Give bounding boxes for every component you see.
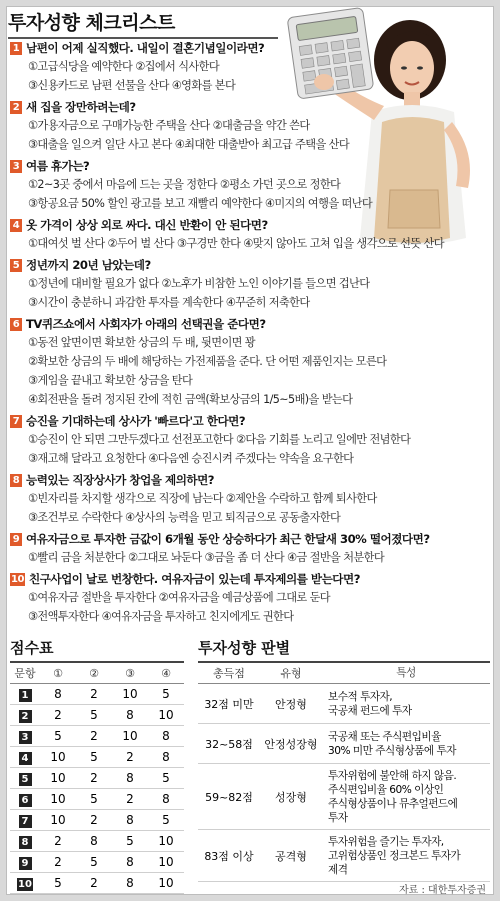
score-cell: 10 bbox=[112, 684, 148, 705]
question-4 bbox=[10, 216, 268, 234]
score-cell: 10 bbox=[40, 789, 76, 810]
question-text: 친구사업이 날로 번창한다. 여유자금이 있는데 투자제의를 받는다면? bbox=[29, 572, 360, 586]
investor-type: 공격형 bbox=[260, 830, 322, 882]
investor-type: 성장형 bbox=[260, 764, 322, 830]
question-option-line: ③게임을 끝내고 확보한 상금을 탄다 bbox=[28, 374, 193, 387]
investor-type: 안정형 bbox=[260, 684, 322, 724]
score-cell: 5 bbox=[76, 747, 112, 768]
question-option-line: ①빨리 금을 처분한다 ②그대로 놔둔다 ③금을 좀 더 산다 ④금 절반을 처분한다 bbox=[28, 551, 385, 564]
score-cell: 10 bbox=[148, 852, 184, 873]
type-header-cell: 유형 bbox=[260, 662, 322, 684]
score-range: 83점 이상 bbox=[198, 830, 260, 882]
type-table-title: 투자성향 판별 bbox=[198, 639, 291, 657]
score-cell: 10 bbox=[40, 747, 76, 768]
score-row bbox=[10, 726, 184, 747]
type-table bbox=[198, 661, 490, 882]
score-cell: 5 bbox=[76, 852, 112, 873]
question-number: 6 bbox=[10, 318, 22, 331]
row-number-badge: 5 bbox=[19, 773, 32, 786]
score-cell: 8 bbox=[112, 873, 148, 894]
question-text: 능력있는 직장상사가 창업을 제의하면? bbox=[26, 473, 215, 487]
question-option-line: ③신용카드로 남편 선물을 산다 ④영화를 본다 bbox=[28, 79, 236, 92]
question-3 bbox=[10, 157, 89, 175]
question-number: 8 bbox=[10, 474, 22, 487]
question-text: 정년까지 20년 남았는데? bbox=[26, 258, 151, 272]
question-2 bbox=[10, 98, 136, 116]
question-option-line: ①승진이 안 되면 그만두겠다고 선전포고한다 ②다음 기회를 노리고 일에만 전념한다 bbox=[28, 433, 411, 446]
score-header-cell: ① bbox=[40, 662, 76, 684]
score-cell: 10 bbox=[112, 726, 148, 747]
score-table-title: 점수표 bbox=[10, 639, 54, 657]
score-cell: 5 bbox=[148, 768, 184, 789]
question-option-line: ①동전 앞면이면 확보한 상금의 두 배, 뒷면이면 꽝 bbox=[28, 336, 256, 349]
row-number-badge: 6 bbox=[19, 794, 32, 807]
row-number-badge: 10 bbox=[18, 878, 32, 890]
score-cell: 2 bbox=[112, 789, 148, 810]
score-cell: 2 bbox=[76, 726, 112, 747]
score-cell: 5 bbox=[40, 726, 76, 747]
score-cell: 2 bbox=[76, 768, 112, 789]
score-cell: 8 bbox=[148, 789, 184, 810]
question-option-line: ①2~3곳 중에서 마음에 드는 곳을 정한다 ②평소 가던 곳으로 정한다 bbox=[28, 178, 341, 191]
question-8 bbox=[10, 471, 214, 489]
question-number: 4 bbox=[10, 219, 22, 232]
score-cell: 5 bbox=[40, 873, 76, 894]
question-option-line: ③시간이 충분하니 과감한 투자를 계속한다 ④꾸준히 저축한다 bbox=[28, 296, 310, 309]
question-option-line: ④회전판을 돌려 정지된 칸에 적힌 금액(확보상금의 1/5~5배)을 받는다 bbox=[28, 393, 353, 406]
question-text: 새 집을 장만하려는데? bbox=[26, 100, 136, 114]
score-header-cell: ② bbox=[76, 662, 112, 684]
type-row bbox=[198, 830, 490, 882]
score-cell: 8 bbox=[112, 768, 148, 789]
score-cell: 8 bbox=[112, 705, 148, 726]
question-5 bbox=[10, 256, 151, 274]
score-row bbox=[10, 831, 184, 852]
question-number: 7 bbox=[10, 415, 22, 428]
question-10 bbox=[10, 570, 360, 588]
score-cell: 8 bbox=[148, 726, 184, 747]
score-cell: 8 bbox=[76, 831, 112, 852]
question-text: 남편이 어제 실직했다. 내일이 결혼기념일이라면? bbox=[26, 41, 265, 55]
score-cell: 2 bbox=[76, 684, 112, 705]
score-cell: 2 bbox=[76, 873, 112, 894]
score-cell: 8 bbox=[148, 747, 184, 768]
type-feature: 국공채 또는 주식편입비율 30% 미만 주식형상품에 투자 bbox=[322, 724, 490, 764]
type-feature: 보수적 투자자, 국공채 펀드에 투자 bbox=[322, 684, 490, 724]
question-number: 9 bbox=[10, 533, 22, 546]
question-option-line: ③조건부로 수락한다 ④상사의 능력을 믿고 퇴직금으로 공동출자한다 bbox=[28, 511, 341, 524]
question-number: 3 bbox=[10, 160, 22, 173]
row-number-badge: 1 bbox=[19, 689, 32, 702]
question-option-line: ①고급식당을 예약한다 ②집에서 식사한다 bbox=[28, 60, 220, 73]
question-text: 승진을 기대하는데 상사가 '빠르다'고 한다면? bbox=[26, 414, 246, 428]
type-header-cell: 총득점 bbox=[198, 662, 260, 684]
score-row bbox=[10, 873, 184, 894]
row-number-badge: 4 bbox=[19, 752, 32, 765]
type-row bbox=[198, 684, 490, 724]
score-table bbox=[10, 661, 184, 894]
row-number-badge: 3 bbox=[19, 731, 32, 744]
question-number: 5 bbox=[10, 259, 22, 272]
question-text: 여름 휴가는? bbox=[26, 159, 90, 173]
score-cell: 10 bbox=[40, 810, 76, 831]
score-cell: 8 bbox=[112, 810, 148, 831]
score-header-cell: ③ bbox=[112, 662, 148, 684]
question-option-line: ③전액투자한다 ④여유자금을 투자하고 친지에게도 권한다 bbox=[28, 610, 294, 623]
score-cell: 8 bbox=[40, 684, 76, 705]
question-option-line: ③항공요금 50% 할인 광고를 보고 재빨리 예약한다 ④미지의 여행을 떠난다 bbox=[28, 197, 373, 210]
score-range: 59~82점 bbox=[198, 764, 260, 830]
question-option-line: ②확보한 상금의 두 배에 해당하는 가전제품을 준다. 단 어떤 제품인지는 모른다 bbox=[28, 355, 387, 368]
score-cell: 8 bbox=[112, 852, 148, 873]
score-row bbox=[10, 810, 184, 831]
question-text: 여유자금으로 투자한 금값이 6개월 동안 상승하다가 최근 한달새 30% 떨어졌다면? bbox=[26, 532, 430, 546]
row-number-badge: 8 bbox=[19, 836, 32, 849]
score-row bbox=[10, 705, 184, 726]
type-feature: 투자위험을 즐기는 투자자, 고위험상품인 정크본드 투자가 제격 bbox=[322, 830, 490, 882]
score-cell: 5 bbox=[76, 705, 112, 726]
score-row bbox=[10, 747, 184, 768]
score-cell: 10 bbox=[40, 768, 76, 789]
question-text: TV퀴즈쇼에서 사회자가 아래의 선택권을 준다면? bbox=[26, 317, 266, 331]
row-number-badge: 7 bbox=[19, 815, 32, 828]
score-range: 32~58점 bbox=[198, 724, 260, 764]
question-option-line: ③재고해 달라고 요청한다 ④다음엔 승진시켜 주겠다는 약속을 요구한다 bbox=[28, 452, 354, 465]
score-row bbox=[10, 852, 184, 873]
question-number: 10 bbox=[11, 574, 24, 585]
score-cell: 2 bbox=[76, 810, 112, 831]
score-row bbox=[10, 789, 184, 810]
page-title: 투자성향 체크리스트 bbox=[8, 12, 175, 34]
question-1 bbox=[10, 39, 264, 57]
score-header-cell: 문항 bbox=[10, 662, 40, 684]
score-header-cell: ④ bbox=[148, 662, 184, 684]
question-text: 옷 가격이 상상 외로 싸다. 대신 반환이 안 된다면? bbox=[26, 218, 268, 232]
question-option-line: ①정년에 대비할 필요가 없다 ②노후가 비참한 노인 이야기를 들으면 겁난다 bbox=[28, 277, 370, 290]
score-cell: 10 bbox=[148, 831, 184, 852]
type-row bbox=[198, 724, 490, 764]
question-option-line: ①대여섯 벌 산다 ②두어 벌 산다 ③구경만 한다 ④맞지 않아도 고쳐 입을 생각으로 선뜻 산다 bbox=[28, 237, 444, 250]
score-cell: 2 bbox=[112, 747, 148, 768]
score-cell: 5 bbox=[148, 810, 184, 831]
question-7 bbox=[10, 412, 245, 430]
score-cell: 5 bbox=[148, 684, 184, 705]
type-feature: 투자위험에 불안해 하지 않음. 주식편입비율 60% 이상인 주식형상품이나 뮤추얼펀드에 투자 bbox=[322, 764, 490, 830]
score-range: 32점 미만 bbox=[198, 684, 260, 724]
score-cell: 2 bbox=[40, 852, 76, 873]
score-cell: 2 bbox=[40, 705, 76, 726]
row-number-badge: 2 bbox=[19, 710, 32, 723]
question-option-line: ①빈자리를 차지할 생각으로 직장에 남는다 ②제안을 수락하고 함께 퇴사한다 bbox=[28, 492, 377, 505]
score-cell: 5 bbox=[76, 789, 112, 810]
type-row bbox=[198, 764, 490, 830]
source-note: 자료 : 대한투자증권 bbox=[398, 885, 486, 896]
row-number-badge: 9 bbox=[19, 857, 32, 870]
question-9 bbox=[10, 530, 430, 548]
score-row bbox=[10, 768, 184, 789]
type-header-cell: 특성 bbox=[322, 662, 490, 684]
investor-type: 안정성장형 bbox=[260, 724, 322, 764]
question-number: 2 bbox=[10, 101, 22, 114]
score-row bbox=[10, 684, 184, 705]
score-cell: 2 bbox=[40, 831, 76, 852]
question-option-line: ③대출을 일으켜 일단 사고 본다 ④최대한 대출받아 최고급 주택을 산다 bbox=[28, 138, 350, 151]
question-option-line: ①가용자금으로 구매가능한 주택을 산다 ②대출금을 약간 쓴다 bbox=[28, 119, 310, 132]
score-cell: 10 bbox=[148, 873, 184, 894]
question-option-line: ①여유자금 절반을 투자한다 ②여유자금을 예금상품에 그대로 둔다 bbox=[28, 591, 330, 604]
question-6 bbox=[10, 315, 266, 333]
score-cell: 10 bbox=[148, 705, 184, 726]
score-cell: 5 bbox=[112, 831, 148, 852]
question-number: 1 bbox=[10, 42, 22, 55]
